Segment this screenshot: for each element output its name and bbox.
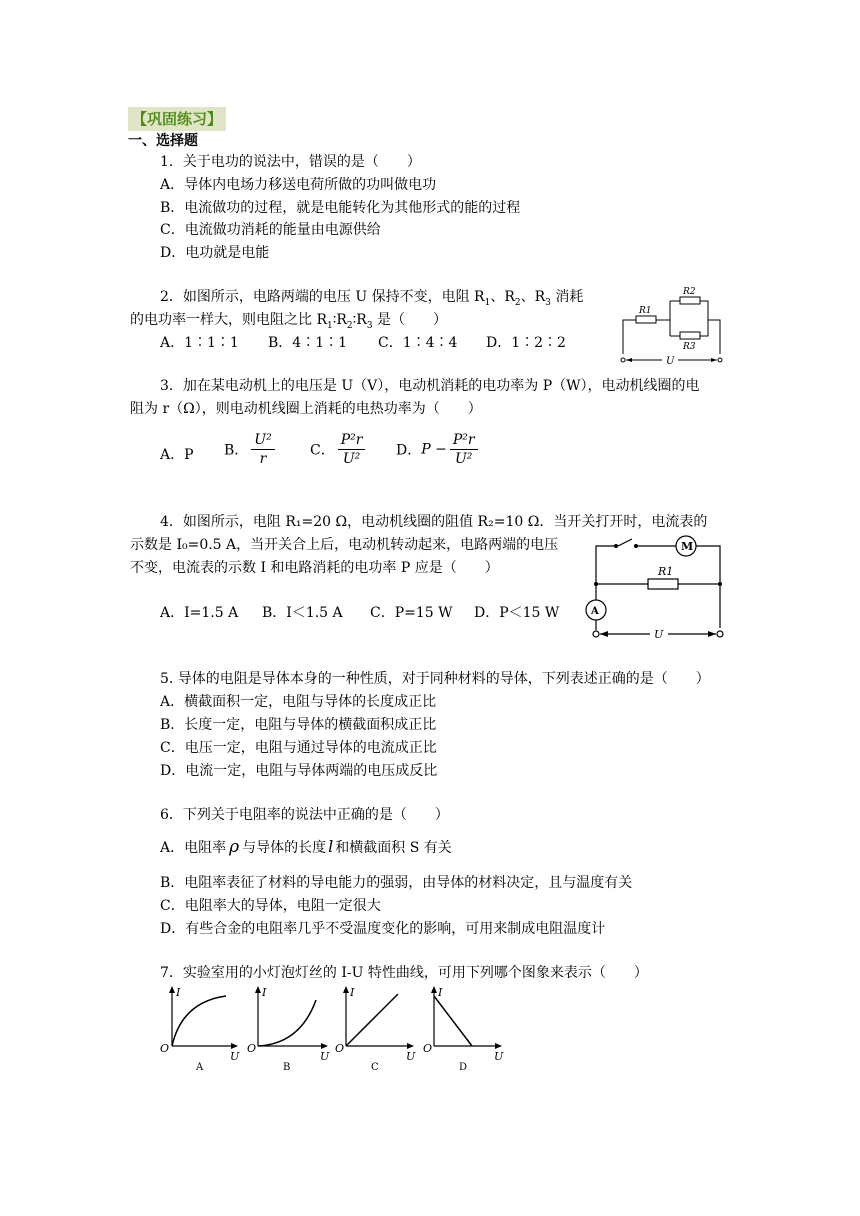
q7-stem: 7．实验室用的小灯泡灯丝的 I-U 特性曲线，可用下列哪个图象来表示（ ） [160, 965, 648, 981]
q4-fig-motor-label: M [681, 540, 694, 553]
svg-text:U: U [230, 1050, 240, 1063]
q7-graph-a [160, 986, 240, 1073]
q3-option-c: C． $\frac{\text{P²r}}{\text{U²}}$ [310, 432, 368, 467]
q2-fig-r1-label: R1 [639, 306, 652, 316]
svg-text:I: I [438, 986, 443, 999]
q6-stem: 6．下列关于电阻率的说法中正确的是（ ） [160, 807, 449, 823]
svg-text:O: O [423, 1042, 433, 1055]
q1-option-d: D．电功就是电能 [160, 245, 270, 261]
q2-circuit-diagram [618, 284, 724, 368]
q3-stem-line2: 阻为 r（Ω），则电动机线圈上消耗的电热功率为（ ） [130, 401, 482, 417]
section-title: 一、选择题 [128, 133, 198, 149]
q2-stem-line2: 的电功率一样大，则电阻之比 $R_1∶R_2∶R_3$ 是（ ） [130, 312, 448, 331]
q5-option-c: C．电压一定，电阻与通过导体的电流成正比 [160, 740, 437, 756]
svg-text:U: U [406, 1050, 416, 1063]
svg-text:U: U [494, 1050, 504, 1063]
svg-text:I: I [350, 986, 355, 999]
q2-option-b: B．4∶1∶1 [268, 335, 348, 351]
q2-option-d: D．1∶2∶2 [486, 335, 566, 351]
q3-option-a: A．P [160, 447, 194, 463]
q1-option-b: B．电流做功的过程，就是电能转化为其他形式的能的过程 [160, 200, 521, 216]
q4-stem-line1: 4．如图所示，电阻 R₁=20 Ω，电动机线圈的阻值 R₂=10 Ω．当开关打开时，电流表的 [160, 514, 708, 530]
q6-option-d: D．有些合金的电阻率几乎不受温度变化的影响，可用来制成电阻温度计 [160, 921, 606, 937]
q7-graph-b-label: B [283, 1062, 291, 1073]
q2-fig-u-label: U [666, 356, 675, 367]
q4-option-d: D．P＜15 W [474, 605, 560, 621]
q4-fig-r1-label: R1 [658, 565, 674, 578]
q4-circuit-diagram [580, 528, 732, 642]
q7-graph-c [335, 986, 416, 1073]
q4-option-a: A．I=1.5 A [160, 605, 239, 621]
q7-graph-b [247, 986, 330, 1073]
q4-option-b: B．I＜1.5 A [262, 605, 343, 621]
q6-option-a: A．电阻率 ρ 与导体的长度 l 和横截面积 S 有关 [160, 837, 452, 857]
q2-fig-r3-label: R3 [683, 342, 696, 352]
q6-option-b: B．电阻率表征了材料的导电能力的强弱，由导体的材料决定，且与温度有关 [160, 875, 633, 891]
q7-graph-d-label: D [459, 1062, 468, 1073]
svg-text:O: O [247, 1042, 257, 1055]
q4-fig-u-label: U [654, 628, 664, 641]
q3-option-d: D．P − $\frac{\text{P²r}}{\text{U²}}$ [396, 432, 481, 467]
svg-text:U: U [320, 1050, 330, 1063]
q6-option-c: C．电阻率大的导体，电阻一定很大 [160, 898, 381, 914]
q5-option-a: A．横截面积一定，电阻与导体的长度成正比 [160, 694, 437, 710]
q7-graphs [150, 982, 520, 1074]
svg-text:I: I [176, 986, 181, 999]
q1-option-c: C．电流做功消耗的能量由电源供给 [160, 222, 381, 238]
q4-stem-line2: 示数是 I₀=0.5 A，当开关合上后，电动机转动起来，电路两端的电压 [130, 537, 559, 553]
q2-fig-r2-label: R2 [683, 287, 696, 297]
q5-option-b: B．长度一定，电阻与导体的横截面积成正比 [160, 717, 437, 733]
q5-stem: 5. 导体的电阻是导体本身的一种性质，对于同种材料的导体，下列表述正确的是（ ） [160, 671, 710, 687]
svg-text:I: I [262, 986, 267, 999]
q4-stem-line3: 不变，电流表的示数 I 和电路消耗的电功率 P 应是（ ） [130, 560, 499, 576]
q4-option-c: C．P=15 W [370, 605, 453, 621]
q7-graph-d [423, 986, 504, 1073]
q2-stem-line1: 2．如图所示，电路两端的电压 U 保持不变，电阻 $R_1$、$R_2$、$R_3$ 消耗 [160, 289, 584, 308]
q7-graph-c-label: C [371, 1062, 379, 1073]
q2-option-c: C．1∶4∶4 [378, 335, 458, 351]
exercise-heading: 【巩固练习】 [128, 107, 226, 131]
q3-option-b: B． $\frac{\text{U²}}{r}$ [224, 432, 278, 467]
svg-text:O: O [160, 1042, 170, 1055]
q1-stem: 1．关于电功的说法中，错误的是（ ） [160, 154, 421, 170]
q4-fig-ammeter-label: A [591, 606, 599, 617]
q5-option-d: D．电流一定，电阻与导体两端的电压成反比 [160, 763, 438, 779]
q1-option-a: A．导体内电场力移送电荷所做的功叫做电功 [160, 177, 437, 193]
q7-graph-a-label: A [196, 1062, 204, 1073]
q3-stem-line1: 3．加在某电动机上的电压是 U（V），电动机消耗的电功率为 P（W），电动机线圈的电 [160, 378, 700, 394]
q2-option-a: A．1∶1∶1 [160, 335, 239, 351]
svg-text:O: O [335, 1042, 345, 1055]
